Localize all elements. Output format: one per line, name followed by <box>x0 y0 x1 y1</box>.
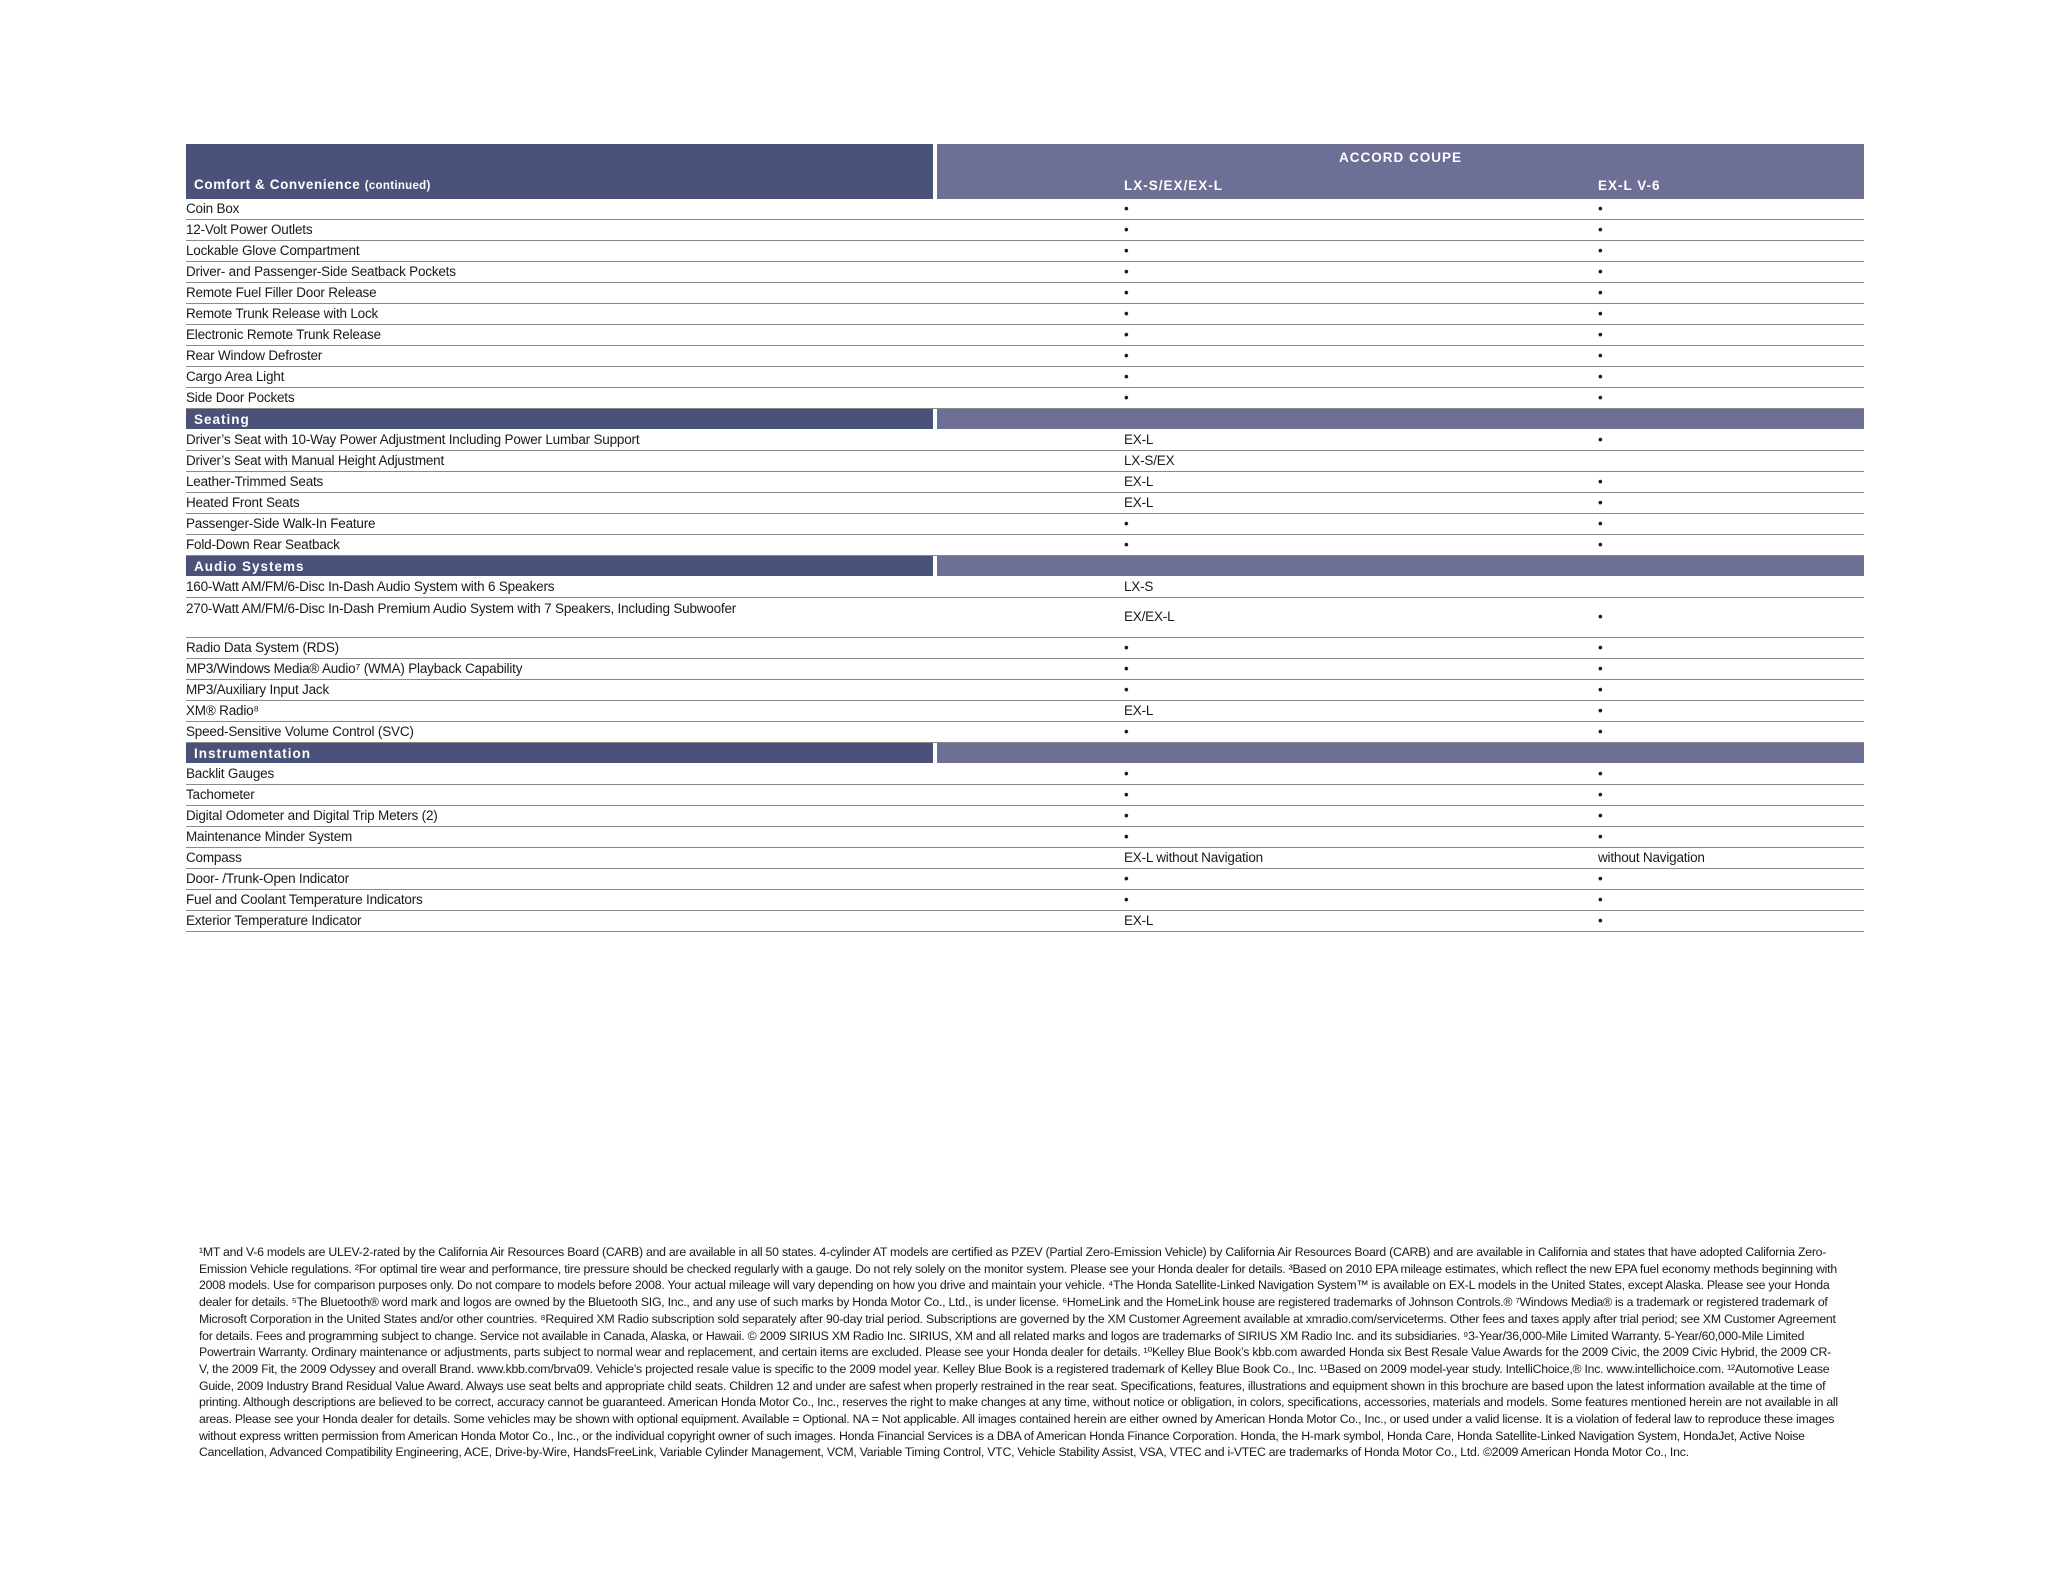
lx-s-ex-ex-l-value: • <box>1124 829 1129 844</box>
section-header <box>186 556 1864 576</box>
feature-name: Digital Odometer and Digital Trip Meters (2) <box>186 808 438 823</box>
lx-s-ex-ex-l-value: • <box>1124 369 1129 384</box>
ex-l-v6-value: • <box>1598 348 1603 363</box>
ex-l-v6-value: • <box>1598 766 1603 781</box>
ex-l-v6-value: • <box>1598 787 1603 802</box>
lx-s-ex-ex-l-value: • <box>1124 516 1129 531</box>
ex-l-v6-value: • <box>1598 390 1603 405</box>
lx-s-ex-ex-l-value: • <box>1124 201 1129 216</box>
footnotes <box>199 1244 1839 1461</box>
table-row <box>186 535 1864 556</box>
model-name: ACCORD COUPE <box>1338 150 1462 165</box>
table-row <box>186 827 1864 848</box>
ex-l-v6-value: • <box>1598 474 1603 489</box>
ex-l-v6-value: • <box>1598 724 1603 739</box>
table-row <box>186 367 1864 388</box>
ex-l-v6-value: • <box>1598 661 1603 676</box>
ex-l-v6-value: • <box>1598 892 1603 907</box>
feature-name: Coin Box <box>186 201 240 216</box>
lx-s-ex-ex-l-value: • <box>1124 766 1129 781</box>
ex-l-v6-value: • <box>1598 640 1603 655</box>
footnotes-text: ¹MT and V-6 models are ULEV-2-rated by the California Air Resources Board (CARB) and are available in all 50 states. 4-cylinder AT models are certified as PZEV (Partial Zero-Emission Vehicle) by California Air Resources Board (CARB) and are available in California and states that have adopted California Zero-Emission Vehicle regulations. ²For optimal tire wear and performance, tire pressure should be checked regularly with a gauge. Do not rely solely on the monitor system. Please see your Honda dealer for details. ³Based on 2010 EPA mileage estimates, which reflect the new EPA fuel economy methods beginning with 2008 models. Use for comparison purposes only. Do not compare to models before 2008. Your actual mileage will vary depending on how you drive and maintain your vehicle. ⁴The Honda Satellite-Linked Navigation System™ is available on EX-L models in the United States, except Alaska. Please see your Honda dealer for details. ⁵The Bluetooth® word mark and logos are owned by the Bluetooth SIG, Inc., and any use of such marks by Honda Motor Co., Ltd., is under license. ⁶HomeLink and the HomeLink house are registered trademarks of Johnson Controls.® ⁷Windows Media® is a trademark or registered trademark of Microsoft Corporation in the United States and/or other countries. ⁸Required XM Radio subscription sold separately after 90-day trial period. Subscriptions are governed by the XM Customer Agreement available at xmradio.com/serviceterms. Other fees and taxes apply after trial period; see XM Customer Agreement for details. Fees and programming subject to change. Service not available in Canada, Alaska, or Hawaii. © 2009 SIRIUS XM Radio Inc. SIRIUS, XM and all related marks and logos are trademarks of SIRIUS XM Radio Inc. and its subsidiaries. ⁹3-Year/36,000-Mile Limited Warranty. 5-Year/60,000-Mile Limited Powertrain Warranty. Ordinary maintenance or adjustments, parts subject to normal wear and replacement, and certain items are excluded. Please see your Honda dealer for details. ¹⁰Kelley Blue Book’s kbb.com awarded Honda six Best Resale Value Awards for the 2009 Civic, the 2009 Civic Hybrid, the 2009 CR-V, the 2009 Fit, the 2009 Odyssey and overall Brand. www.kbb.com/brva09. Vehicle’s projected resale value is specific to the 2009 model year. Kelley Blue Book is a registered trademark of Kelley Blue Book Co., Inc. ¹¹Based on 2009 model-year study. IntelliChoice,® Inc. www.intellichoice.com. ¹²Automotive Lease Guide, 2009 Industry Brand Residual Value Award. Always use seat belts and appropriate child seats. Children 12 and under are safest when properly restrained in the rear seat. Specifications, features, illustrations and equipment shown in this brochure are based upon the latest information available at the time of printing. Although descriptions are believed to be correct, accuracy cannot be guaranteed. American Honda Motor Co., Inc., reserves the right to make changes at any time, without notice or obligation, in colors, specifications, accessories, materials and models. Some features mentioned herein are not available in all areas. Please see your Honda dealer for details. Some vehicles may be shown with optional equipment. Available = Optional. NA = Not applicable. All images contained herein are either owned by American Honda Motor Co., Inc., or used under a valid license. It is a violation of federal law to reproduce these images without express written permission from American Honda Motor Co., Inc., or the individual copyright owner of such images. Honda Financial Services is a DBA of American Honda Finance Corporation. Honda, the H-mark symbol, Honda Care, Honda Satellite-Linked Navigation System, HondaJet, Active Noise Cancellation, Advanced Compatibility Engineering, ACE, Drive-by-Wire, HandsFreeLink, Variable Cylinder Management, VCM, Variable Timing Control, VTC, Vehicle Stability Assist, VSA, VTEC and i-VTEC are trademarks of Honda Motor Co., Ltd. ©2009 American Honda Motor Co., Inc. <box>199 1245 1838 1460</box>
table-row <box>186 199 1864 220</box>
lx-s-ex-ex-l-value: • <box>1124 808 1129 823</box>
spec-table <box>186 144 1864 932</box>
lx-s-ex-ex-l-value: • <box>1124 243 1129 258</box>
table-row <box>186 638 1864 659</box>
ex-l-v6-value: • <box>1598 243 1603 258</box>
section-title: Seating <box>194 412 250 427</box>
table-row <box>186 869 1864 890</box>
section-header-left <box>186 556 933 576</box>
lx-s-ex-ex-l-value: LX-S/EX <box>1124 453 1175 468</box>
lx-s-ex-ex-l-value: EX-L <box>1124 432 1154 447</box>
lx-s-ex-ex-l-value: EX-L <box>1124 495 1154 510</box>
ex-l-v6-value: without Navigation <box>1598 850 1705 865</box>
table-row <box>186 890 1864 911</box>
section-header <box>186 409 1864 429</box>
ex-l-v6-value: • <box>1598 201 1603 216</box>
ex-l-v6-value: • <box>1598 369 1603 384</box>
feature-name: Electronic Remote Trunk Release <box>186 327 381 342</box>
section-title-suffix: (continued) <box>364 180 431 192</box>
feature-name: Cargo Area Light <box>186 369 285 384</box>
ex-l-v6-value: • <box>1598 516 1603 531</box>
table-row <box>186 598 1864 638</box>
table-row <box>186 659 1864 680</box>
table-row <box>186 430 1864 451</box>
table-row <box>186 220 1864 241</box>
table-row <box>186 911 1864 932</box>
table-row <box>186 722 1864 743</box>
table-header <box>186 144 1864 199</box>
table-row <box>186 680 1864 701</box>
section-header <box>186 743 1864 763</box>
table-row <box>186 785 1864 806</box>
feature-name: 270-Watt AM/FM/6-Disc In-Dash Premium Audio System with 7 Speakers, Including Subwoofer <box>186 601 737 616</box>
table-row <box>186 304 1864 325</box>
section-title <box>194 177 431 192</box>
feature-name: 160-Watt AM/FM/6-Disc In-Dash Audio System with 6 Speakers <box>186 579 555 594</box>
ex-l-v6-value: • <box>1598 264 1603 279</box>
feature-name: Lockable Glove Compartment <box>186 243 360 258</box>
table-row <box>186 451 1864 472</box>
table-row <box>186 493 1864 514</box>
feature-name: Radio Data System (RDS) <box>186 640 339 655</box>
lx-s-ex-ex-l-value: • <box>1124 348 1129 363</box>
lx-s-ex-ex-l-value: • <box>1124 892 1129 907</box>
feature-name: Passenger-Side Walk-In Feature <box>186 516 376 531</box>
ex-l-v6-value: • <box>1598 285 1603 300</box>
section-header-left <box>186 743 933 763</box>
table-body <box>186 199 1864 932</box>
lx-s-ex-ex-l-value: • <box>1124 724 1129 739</box>
feature-name: XM® Radio⁸ <box>186 703 259 718</box>
feature-name: Rear Window Defroster <box>186 348 323 363</box>
lx-s-ex-ex-l-value: • <box>1124 327 1129 342</box>
section-header-right <box>937 556 1864 576</box>
lx-s-ex-ex-l-value: • <box>1124 682 1129 697</box>
lx-s-ex-ex-l-value: • <box>1124 306 1129 321</box>
lx-s-ex-ex-l-value: • <box>1124 390 1129 405</box>
lx-s-ex-ex-l-value: • <box>1124 640 1129 655</box>
ex-l-v6-value: • <box>1598 913 1603 928</box>
feature-name: Remote Fuel Filler Door Release <box>186 285 377 300</box>
feature-name: Side Door Pockets <box>186 390 295 405</box>
table-row <box>186 283 1864 304</box>
feature-name: Maintenance Minder System <box>186 829 353 844</box>
feature-name: Door- /Trunk-Open Indicator <box>186 871 349 886</box>
feature-name: MP3/Windows Media® Audio⁷ (WMA) Playback Capability <box>186 661 523 676</box>
table-row <box>186 514 1864 535</box>
table-row <box>186 262 1864 283</box>
table-row <box>186 241 1864 262</box>
table-row <box>186 806 1864 827</box>
table-row <box>186 701 1864 722</box>
feature-name: Speed-Sensitive Volume Control (SVC) <box>186 724 414 739</box>
table-row <box>186 848 1864 869</box>
section-title: Audio Systems <box>194 559 305 574</box>
lx-s-ex-ex-l-value: • <box>1124 222 1129 237</box>
feature-name: Driver’s Seat with Manual Height Adjustment <box>186 453 445 468</box>
table-row <box>186 577 1864 598</box>
feature-name: Tachometer <box>186 787 255 802</box>
feature-name: Compass <box>186 850 242 865</box>
lx-s-ex-ex-l-value: • <box>1124 537 1129 552</box>
model-header <box>937 144 1864 199</box>
lx-s-ex-ex-l-value: • <box>1124 787 1129 802</box>
ex-l-v6-value: • <box>1598 306 1603 321</box>
trim-column-2-label: EX-L V-6 <box>1598 178 1661 193</box>
table-row <box>186 346 1864 367</box>
lx-s-ex-ex-l-value: • <box>1124 285 1129 300</box>
ex-l-v6-value: • <box>1598 703 1603 718</box>
lx-s-ex-ex-l-value: EX-L <box>1124 913 1154 928</box>
lx-s-ex-ex-l-value: • <box>1124 661 1129 676</box>
lx-s-ex-ex-l-value: EX-L <box>1124 474 1154 489</box>
section-header-right <box>937 409 1864 429</box>
table-row <box>186 388 1864 409</box>
feature-name: Driver- and Passenger-Side Seatback Pockets <box>186 264 456 279</box>
ex-l-v6-value: • <box>1598 537 1603 552</box>
feature-name: Heated Front Seats <box>186 495 300 510</box>
table-row <box>186 764 1864 785</box>
ex-l-v6-value: • <box>1598 682 1603 697</box>
ex-l-v6-value: • <box>1598 432 1603 447</box>
table-row <box>186 325 1864 346</box>
lx-s-ex-ex-l-value: • <box>1124 264 1129 279</box>
table-row <box>186 472 1864 493</box>
feature-name: Remote Trunk Release with Lock <box>186 306 379 321</box>
feature-name: 12-Volt Power Outlets <box>186 222 313 237</box>
section-title-text: Comfort & Convenience <box>194 177 361 192</box>
section-header-comfort <box>186 144 933 199</box>
feature-name: Fuel and Coolant Temperature Indicators <box>186 892 423 907</box>
section-title: Instrumentation <box>194 746 312 761</box>
lx-s-ex-ex-l-value: EX-L without Navigation <box>1124 850 1263 865</box>
lx-s-ex-ex-l-value: LX-S <box>1124 579 1154 594</box>
ex-l-v6-value: • <box>1598 609 1603 624</box>
ex-l-v6-value: • <box>1598 808 1603 823</box>
feature-name: Fold-Down Rear Seatback <box>186 537 340 552</box>
ex-l-v6-value: • <box>1598 327 1603 342</box>
lx-s-ex-ex-l-value: EX-L <box>1124 703 1154 718</box>
lx-s-ex-ex-l-value: EX/EX-L <box>1124 609 1175 624</box>
feature-name: Exterior Temperature Indicator <box>186 913 362 928</box>
ex-l-v6-value: • <box>1598 829 1603 844</box>
section-header-right <box>937 743 1864 763</box>
section-header-left <box>186 409 933 429</box>
trim-column-1-label: LX-S/EX/EX-L <box>1124 178 1224 193</box>
ex-l-v6-value: • <box>1598 222 1603 237</box>
ex-l-v6-value: • <box>1598 495 1603 510</box>
feature-name: Leather-Trimmed Seats <box>186 474 324 489</box>
feature-name: Backlit Gauges <box>186 766 274 781</box>
feature-name: MP3/Auxiliary Input Jack <box>186 682 330 697</box>
feature-name: Driver’s Seat with 10-Way Power Adjustment Including Power Lumbar Support <box>186 432 640 447</box>
lx-s-ex-ex-l-value: • <box>1124 871 1129 886</box>
ex-l-v6-value: • <box>1598 871 1603 886</box>
